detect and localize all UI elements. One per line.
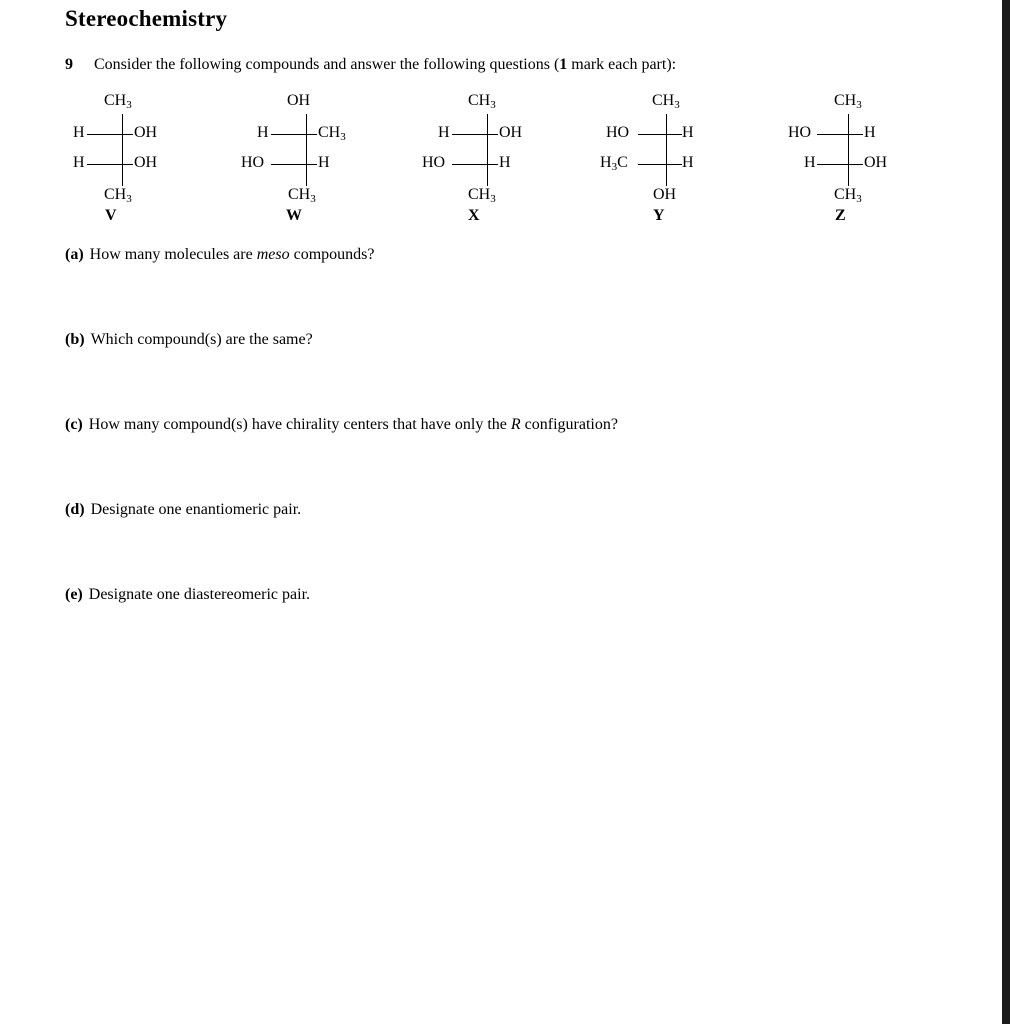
compound-z-c1-left: HO bbox=[788, 124, 812, 141]
compound-w-label: W bbox=[286, 207, 302, 224]
fischer-z-bond-1 bbox=[817, 134, 863, 135]
compound-w-bottom: $CH_3$ bbox=[288, 186, 316, 205]
compound-v-c1-left: H bbox=[73, 124, 85, 141]
fischer-z-vertical-bond bbox=[848, 114, 849, 186]
compound-y-c2-left: $H_3C$ bbox=[600, 154, 628, 173]
fischer-projection-y bbox=[598, 90, 778, 230]
part-b-label: (b) bbox=[65, 331, 85, 348]
part-a-italic: meso bbox=[256, 246, 290, 263]
part-e bbox=[65, 586, 310, 604]
compound-z-c1-right: H bbox=[864, 124, 876, 141]
part-c-text-before: How many compound(s) have chirality centers that have only the bbox=[88, 416, 511, 433]
compound-v-c2-right: OH bbox=[134, 154, 158, 171]
part-b-text: Which compound(s) are the same? bbox=[90, 331, 313, 348]
compound-y-c1-right: H bbox=[682, 124, 694, 141]
fischer-v-bond-2 bbox=[87, 164, 133, 165]
compound-x-c1-left: H bbox=[438, 124, 450, 141]
question-text-after: mark each part): bbox=[567, 56, 677, 73]
compound-z-c2-left: H bbox=[804, 154, 816, 171]
compound-z-top: $CH_3$ bbox=[834, 92, 862, 111]
compound-x-c1-right: OH bbox=[499, 124, 523, 141]
part-c bbox=[65, 416, 618, 434]
compound-v-label: V bbox=[105, 207, 117, 224]
fischer-projection-z bbox=[786, 90, 966, 230]
question-number: 9 bbox=[65, 56, 73, 73]
compound-w-c2-right: H bbox=[318, 154, 330, 171]
compound-w-c2-left: HO bbox=[241, 154, 265, 171]
part-e-text: Designate one diastereomeric pair. bbox=[88, 586, 311, 603]
fischer-w-bond-1 bbox=[271, 134, 317, 135]
fischer-w-vertical-bond bbox=[306, 114, 307, 186]
compound-x-c2-left: HO bbox=[422, 154, 446, 171]
compound-x-top: $CH_3$ bbox=[468, 92, 496, 111]
part-c-label: (c) bbox=[65, 416, 83, 433]
compound-x-label: X bbox=[468, 207, 480, 224]
compound-y-c1-left: HO bbox=[606, 124, 630, 141]
compound-v-top: $CH_3$ bbox=[104, 92, 132, 111]
compound-z-label: Z bbox=[835, 207, 846, 224]
compound-y-label: Y bbox=[653, 207, 665, 224]
part-e-label: (e) bbox=[65, 586, 83, 603]
compound-v-c1-right: OH bbox=[134, 124, 158, 141]
part-b bbox=[65, 331, 313, 349]
part-d-label: (d) bbox=[65, 501, 85, 518]
fischer-y-vertical-bond bbox=[666, 114, 667, 186]
compound-w-c1-right: $CH_3$ bbox=[318, 124, 346, 143]
part-d bbox=[65, 501, 301, 519]
fischer-v-vertical-bond bbox=[122, 114, 123, 186]
fischer-w-bond-2 bbox=[271, 164, 317, 165]
part-a bbox=[65, 246, 374, 264]
part-c-italic: R bbox=[510, 416, 521, 433]
part-c-text-after: configuration? bbox=[520, 416, 618, 433]
fischer-projection-x bbox=[420, 90, 600, 230]
compound-v-bottom: $CH_3$ bbox=[104, 186, 132, 205]
compound-x-c2-right: H bbox=[499, 154, 511, 171]
fischer-z-bond-2 bbox=[817, 164, 863, 165]
compound-z-c2-right: OH bbox=[864, 154, 888, 171]
compound-y-top: $CH_3$ bbox=[652, 92, 680, 111]
part-d-text: Designate one enantiomeric pair. bbox=[90, 501, 302, 518]
compound-w-top: OH bbox=[287, 92, 311, 109]
fischer-v-bond-1 bbox=[87, 134, 133, 135]
question-text bbox=[94, 56, 676, 74]
part-a-label: (a) bbox=[65, 246, 84, 263]
fischer-y-bond-2 bbox=[638, 164, 682, 165]
question-text-before: Consider the following compounds and answer the following questions ( bbox=[94, 56, 560, 73]
compound-w-c1-left: H bbox=[257, 124, 269, 141]
page-title: Stereochemistry bbox=[65, 6, 228, 31]
fischer-x-vertical-bond bbox=[487, 114, 488, 186]
compound-y-bottom: OH bbox=[653, 186, 677, 203]
part-a-text-after: compounds? bbox=[289, 246, 375, 263]
question-marks: 1 bbox=[559, 56, 568, 73]
fischer-projection-v bbox=[62, 90, 242, 230]
compound-v-c2-left: H bbox=[73, 154, 85, 171]
fischer-x-bond-2 bbox=[452, 164, 498, 165]
compound-z-bottom: $CH_3$ bbox=[834, 186, 862, 205]
compound-y-c2-right: H bbox=[682, 154, 694, 171]
fischer-y-bond-1 bbox=[638, 134, 682, 135]
fischer-x-bond-1 bbox=[452, 134, 498, 135]
compound-x-bottom: $CH_3$ bbox=[468, 186, 496, 205]
part-a-text-before: How many molecules are bbox=[89, 246, 257, 263]
fischer-projection-w bbox=[240, 90, 420, 230]
